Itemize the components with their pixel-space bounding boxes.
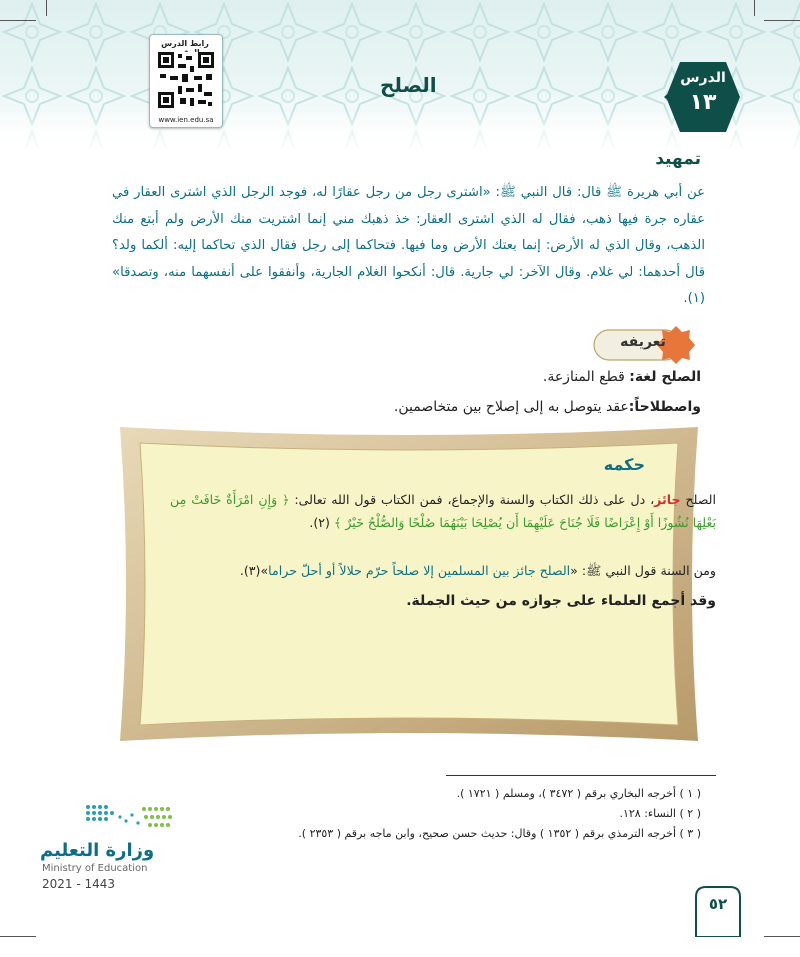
ministry-name-english: Ministry of Education <box>42 863 148 874</box>
crop-mark <box>764 936 800 937</box>
intro-paragraph: عن أبي هريرة ﷺ قال: قال النبي ﷺ: «اشترى رجل من رجل عقارًا له، فوجد الرجل الذي اشترى العقار في عقاره جرة فيها ذهب، فقال له الذي اشترى العقار: خذ ذهبك مني إنما اشتريت منك الأرض ولم أبتع منك الذهب، وقال الذي له الأرض: إنما بعتك الأرض وما فيها. فتحاكما إلى رجل فقال الذي تحاكما إليه: ألكما ولد؟ قال أحدهما: لي غلام. وقال الآخر: لي جارية. قال: أنكحوا الغلام الجارية، وأنفقوا على أنفسهما منه، وتصدقا» (١). <box>112 185 705 306</box>
definition-linguistic-label: الصلح لغة: <box>629 369 701 385</box>
lesson-title: الصلح <box>380 73 437 97</box>
lesson-badge-label: الدرس <box>680 70 726 86</box>
qr-card[interactable] <box>149 34 223 128</box>
crop-mark <box>0 20 36 21</box>
qr-url[interactable]: www.ien.edu.sa <box>158 116 214 124</box>
lesson-badge-number: ١٣ <box>689 90 717 115</box>
qr-code-icon[interactable] <box>158 52 214 108</box>
qr-label: رابط الدرس <box>161 39 209 48</box>
footnote-1: ( ١ ) أخرجه البخاري برقم ( ٣٤٧٢ )، ومسلم ( ١٧٢١ ). <box>456 787 701 800</box>
ministry-dots-logo <box>84 801 176 833</box>
ruling-p2-end: »(٣). <box>239 563 269 578</box>
crop-mark <box>46 0 47 16</box>
definition-linguistic <box>543 369 701 385</box>
quran-verse: ﴿ وَإِنِ امْرَأَةٌ خَافَتْ مِن بَعْلِهَا نُشُوزًا أَوْ إِعْرَاضًا فَلَا جُنَاحَ عَلَيْهِمَا أَن يُصْلِحَا بَيْنَهُمَا صُلْحًا وَالصُّلْحُ خَيْرٌ ﴾ <box>170 492 716 530</box>
ministry-name-arabic: وزارة التعليم <box>40 840 155 861</box>
footnote-2: ( ٢ ) النساء: ١٢٨. <box>619 807 701 820</box>
definition-badge-label: تعريفه <box>620 334 666 350</box>
hadith-quote: الصلح جائز بين المسلمين إلا صلحاً حرّم حلالاً أو أحلّ حراما <box>268 563 571 578</box>
ruling-p2-start: ومن السنة قول النبي ﷺ: « <box>570 563 716 578</box>
ruling-p1-mid: ، دل على ذلك الكتاب والسنة والإجماع، فمن الكتاب قول الله تعالى: <box>289 492 655 507</box>
definition-technical-text: عقد يتوصل به إلى إصلاح بين متخاصمين. <box>393 399 629 415</box>
footnote-3: ( ٣ ) أخرجه الترمذي برقم ( ١٣٥٢ ) وقال: حديث حسن صحيح، وابن ماجه برقم ( ٢٣٥٣ ). <box>298 827 701 840</box>
crop-mark <box>0 936 36 937</box>
definition-technical-label: واصطلاحاً: <box>628 399 701 415</box>
ruling-p1-start: الصلح <box>680 492 717 507</box>
ruling-paragraph-1 <box>170 488 716 534</box>
ruling-consensus: وقد أجمع العلماء على جوازه من حيث الجملة. <box>406 593 716 609</box>
definition-technical <box>394 399 701 415</box>
ruling-paragraph-2 <box>156 563 716 582</box>
definition-linguistic-text: قطع المنازعة. <box>542 369 630 385</box>
crop-mark <box>754 0 755 16</box>
ruling-heading: حكمه <box>603 455 645 474</box>
intro-heading: تمهيد <box>655 149 701 169</box>
edition-year: 2021 - 1443 <box>42 877 116 891</box>
crop-mark <box>764 20 800 21</box>
footnote-divider <box>446 775 716 776</box>
ruling-keyword-permitted: جائز <box>654 492 681 507</box>
page-number: ٥٢ <box>708 895 728 913</box>
ruling-p1-footnote: (٢). <box>309 515 334 530</box>
